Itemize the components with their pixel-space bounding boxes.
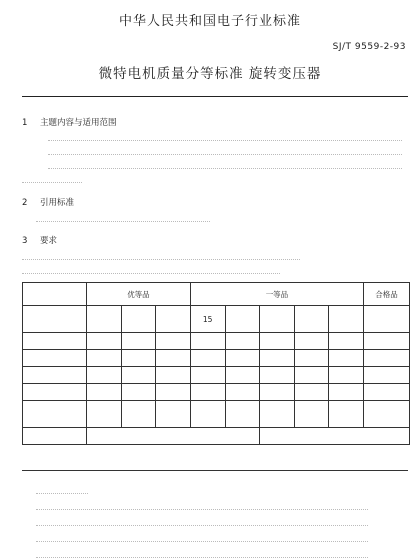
table-row — [23, 333, 410, 350]
table-cell — [364, 384, 410, 401]
clause-3-2-line — [22, 264, 280, 274]
grade-header-cell: 优等品 — [87, 283, 191, 306]
table-cell — [294, 401, 329, 428]
table-header-row — [23, 283, 410, 306]
table-cell — [87, 350, 122, 367]
table-cell — [121, 333, 156, 350]
row-header-cell — [23, 333, 87, 350]
table-cell — [156, 401, 191, 428]
column-value-cell — [260, 306, 295, 333]
table-cell — [225, 367, 260, 384]
table-cell — [329, 367, 364, 384]
table-cell — [87, 333, 122, 350]
column-value-cell: 15 — [190, 306, 225, 333]
row-header-cell — [23, 306, 87, 333]
table-cell — [364, 333, 410, 350]
section-2-line-1 — [36, 212, 210, 222]
section-1-line-2 — [48, 145, 402, 155]
column-value-cell — [121, 306, 156, 333]
table-cell — [156, 333, 191, 350]
column-value-cell — [364, 306, 410, 333]
table-cell — [87, 428, 260, 445]
table-cell — [225, 401, 260, 428]
table-cell — [87, 367, 122, 384]
table-cell — [156, 350, 191, 367]
standard-category-header: 中华人民共和国电子行业标准 — [118, 14, 301, 29]
table-cell — [190, 367, 225, 384]
table-cell — [260, 350, 295, 367]
section-1-line-4 — [22, 173, 82, 183]
table-cell — [294, 333, 329, 350]
table-cell — [364, 350, 410, 367]
column-value-cell — [225, 306, 260, 333]
table-cell — [190, 384, 225, 401]
table-cell — [329, 384, 364, 401]
column-value-cell — [329, 306, 364, 333]
table-cell — [190, 333, 225, 350]
notes-line-1 — [36, 499, 368, 510]
table-cell — [294, 350, 329, 367]
grade-table — [22, 282, 410, 445]
row-header-cell — [23, 401, 87, 428]
section-number: 3 — [22, 236, 28, 246]
column-value-cell — [87, 306, 122, 333]
section-3-heading — [22, 234, 57, 246]
table-cell — [225, 384, 260, 401]
header-corner-cell — [23, 283, 87, 306]
table-cell — [260, 367, 295, 384]
table-cell — [260, 401, 295, 428]
section-1-heading — [22, 116, 117, 128]
table-cell — [225, 350, 260, 367]
section-number: 1 — [22, 118, 28, 128]
table-row — [23, 350, 410, 367]
section-number: 2 — [22, 198, 28, 208]
table-row — [23, 428, 410, 445]
row-header-cell — [23, 428, 87, 445]
table-cell — [121, 367, 156, 384]
row-header-cell — [23, 367, 87, 384]
table-cell — [260, 333, 295, 350]
table-cell — [87, 401, 122, 428]
section-heading-text: 要求 — [40, 236, 58, 246]
table-cell — [260, 428, 410, 445]
notes-block — [22, 470, 408, 471]
column-value-cell — [156, 306, 191, 333]
row-header-cell — [23, 384, 87, 401]
notes-heading-line — [36, 483, 88, 494]
table-cell — [364, 367, 410, 384]
section-heading-text: 引用标准 — [40, 198, 75, 208]
row-header-cell — [23, 350, 87, 367]
grade-header-cell: 一等品 — [190, 283, 363, 306]
document-title: 微特电机质量分等标准 旋转变压器 — [98, 66, 322, 82]
notes-line-2 — [36, 515, 368, 526]
table-cell — [87, 384, 122, 401]
table-cell — [121, 350, 156, 367]
notes-line-3 — [36, 531, 368, 542]
section-1-line-1 — [48, 131, 402, 141]
table-cell — [329, 350, 364, 367]
section-2-heading — [22, 196, 74, 208]
grade-header-cell: 合格品 — [364, 283, 410, 306]
table-cell — [156, 384, 191, 401]
table-cell — [260, 384, 295, 401]
section-heading-text: 主题内容与适用范围 — [40, 118, 117, 128]
section-1-line-3 — [48, 159, 402, 169]
column-value-cell — [294, 306, 329, 333]
table-row — [23, 401, 410, 428]
table-row — [23, 384, 410, 401]
table-cell — [294, 384, 329, 401]
title-rule — [22, 96, 408, 97]
table-cell — [225, 333, 260, 350]
table-cell — [121, 384, 156, 401]
table-cell — [364, 401, 410, 428]
standard-number: SJ/T 9559-2-93 — [332, 42, 406, 52]
table-cell — [329, 401, 364, 428]
clause-3-1-line — [22, 250, 300, 260]
table-cell — [156, 367, 191, 384]
table-row — [23, 367, 410, 384]
table-cell — [190, 350, 225, 367]
table-cell — [329, 333, 364, 350]
table-cell — [294, 367, 329, 384]
table-subheader-row — [23, 306, 410, 333]
notes-line-4 — [36, 547, 368, 558]
table-cell — [190, 401, 225, 428]
table-cell — [121, 401, 156, 428]
